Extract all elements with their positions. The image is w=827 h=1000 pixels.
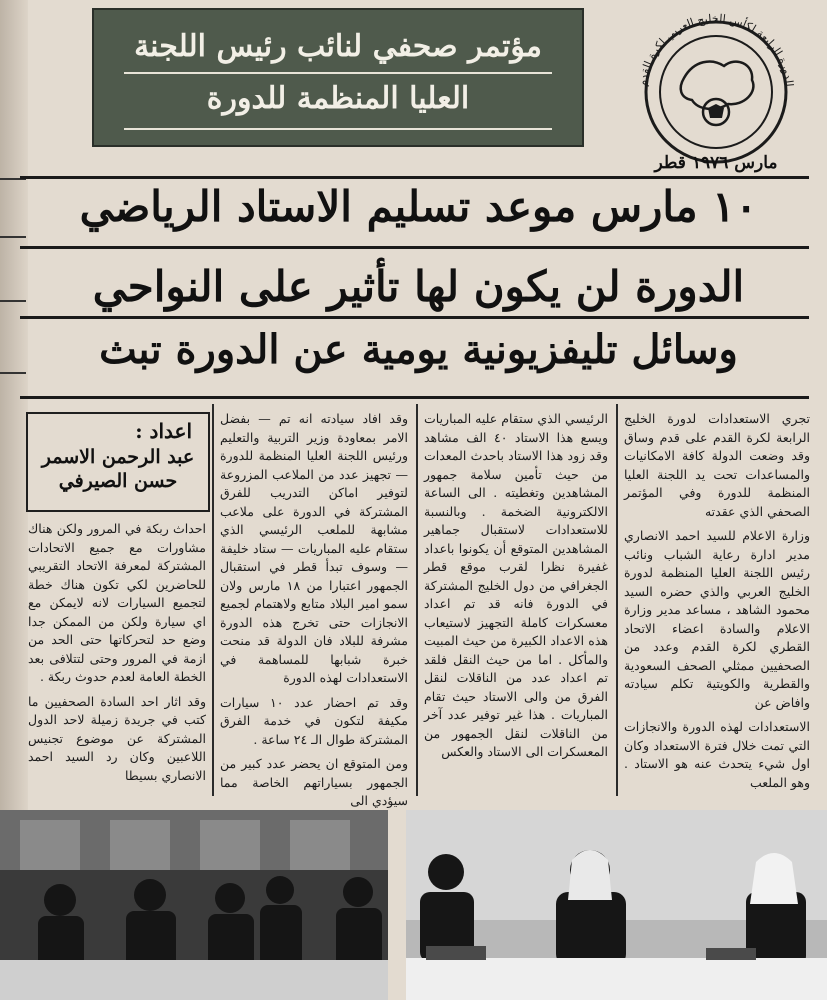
press-conference-photo-left (0, 810, 388, 1000)
paragraph: الاستعدادات لهذه الدورة والانجازات التي تمت خلال فترة الاستعداد وكان اول شيء يتحدث عنه هو الاستاد . وهو الملعب (624, 719, 810, 790)
article-column-4 (28, 520, 206, 792)
banner-line-1: مؤتمر صحفي لنائب رئيس اللجنة (134, 29, 542, 64)
paragraph: وقد افاد سيادته انه تم — بفضل الامر بمعاودة وزير التربية والتعليم ورئيس اللجنة العليا المنظمة للدورة — تجهيز عدد من الملاعب المزروعة لتوفير اماكن التدريب للفرق المشتركة في الدورة على ملاعب مشابهة للملعب الرئيسي الذي ستقام عليه المباريات — ستاد خليفة — وسوف تبدأ قطر في استقبال الجمهور اعتبارا من ١٨ مارس ولان سمو امير البلاد متابع ولاهتمام لجميع الانجازات حتى تخرج هذه الدورة مشرفة للبلاد فان الدولة قد منحت خبرة شبابها للمساهمة في الاستعدادات لهذه الدورة (220, 411, 408, 685)
author-credit-box (26, 412, 210, 512)
headline-tv-broadcast: وسائل تليفزيونية يومية عن الدورة تبث (99, 326, 738, 373)
headline-rule (20, 176, 809, 179)
banner-line-2: العليا المنظمة للدورة (206, 81, 470, 116)
paragraph: تجري الاستعدادات لدورة الخليج الرابعة لكرة القدم على قدم وساق وقد وضعت الدولة كافة الامكانيات والمساعدات تحت يد اللجنة العليا المنظمة للدورة وفي المؤتمر الصحفي الذي عقدته (624, 411, 810, 519)
gulf-cup-emblem-icon (616, 8, 816, 176)
paragraph: ومن المتوقع ان يحضر عدد كبير من الجمهور بسياراتهم الخاصة مما سيؤدي الى (220, 756, 408, 808)
banner-divider (124, 72, 552, 74)
gulf-cup-logo (616, 8, 816, 176)
spine-mark (0, 372, 26, 374)
paragraph: وزارة الاعلام للسيد احمد الانصاري مدير ادارة رعاية الشباب ونائب رئيس اللجنة العليا المنظمة لدورة الخليج العربي والذي حضره السيد محمود الشاهد ، مساعد مدير وزارة الاعلام والسادة اعضاء الاتحاد القطري لكرة القدم وعدد من الصحفيين ممثلي الصحف السعودية والقطرية والكويتية تكلم سيادته وافاض عن (624, 528, 810, 710)
credit-author-1: عبد الرحمن الاسمر (41, 446, 195, 468)
headline-stadium-delivery: ١٠ مارس موعد تسليم الاستاد الرياضي (79, 182, 758, 231)
column-divider (616, 404, 618, 796)
photo-image (406, 810, 827, 1000)
logo-ring-text: الدورة الرابعة لكأس الخليج العربي لكرة القدم (636, 11, 796, 88)
photo-image (0, 810, 388, 1000)
article-column-1 (624, 410, 810, 792)
headline-rule (20, 246, 809, 249)
paragraph: احداث ربكة في المرور ولكن هناك مشاورات مع جميع الاتحادات المشتركة لمعرفة الاتحاد التقريبي للحاضرين لكي تكون هناك خطة لتجميع السيارات لانه لايمكن مع اي سيارة ولكن من الممكن جدا وضع حد لتحركاتها حتى الحد من ازمة في المرور وحتى لتتلافى بعد الخطة العامة لعدم حدوث ربكة . (28, 521, 206, 684)
credit-label: اعداد : (135, 419, 192, 443)
banner-divider (124, 128, 552, 130)
paragraph: وقد اثار احد السادة الصحفيين ما كتب في جريدة زميلة لاحد الدول المشتركة عن موضوع تجنيس اللاعبين وكان رد السيد احمد الانصاري بسيطا (28, 693, 206, 783)
headline-rule (20, 396, 809, 399)
press-conference-banner (92, 8, 584, 147)
press-conference-photo-right (406, 810, 827, 1000)
logo-date: مارس ١٩٧٦ قطر (654, 153, 778, 173)
spine-mark (0, 236, 26, 238)
column-divider (212, 404, 214, 796)
headline-rule (20, 316, 809, 319)
credit-author-2: حسن الصيرفي (58, 469, 178, 492)
paragraph: الرئيسي الذي ستقام عليه المباريات ويسع هذا الاستاد ٤٠ الف مشاهد وقد زود هذا الاستاد باحدث المعدات من حيث تأمين سلامة جمهور المشاهدين وتغطيته . الى الساعة الالكترونية الضخمة . وبالنسبة للاستعدادات لاستقبال جماهير المشاهدين المتوقع أن يكونوا باعداد غفيرة نظرا لقرب موقع قطر الجغرافي من دول الخليج المشتركة في الدورة فانه قد تم اعداد معسكرات كاملة التجهيز لاستيعاب هذه الاعداد الكبيرة من حيث المبيت والمأكل . اما من حيث النقل فلقد تم اعداد عدد من الناقلات لنقل الفرق من والى الاستاد حيث تقام المباريات . هذا غير توفير عدد آخر من الناقلات لنقل الجمهور من المعسكرات الى الاستاد والعكس (424, 411, 609, 759)
article-column-2 (424, 410, 608, 792)
headline-no-impact: الدورة لن يكون لها تأثير على النواحي (92, 262, 745, 311)
paragraph: وقد تم احضار عدد ١٠ سيارات مكيفة لتكون في خدمة الفرق المشتركة طوال الـ ٢٤ ساعة . (220, 694, 408, 747)
column-divider (416, 404, 418, 796)
article-column-3 (220, 410, 408, 808)
